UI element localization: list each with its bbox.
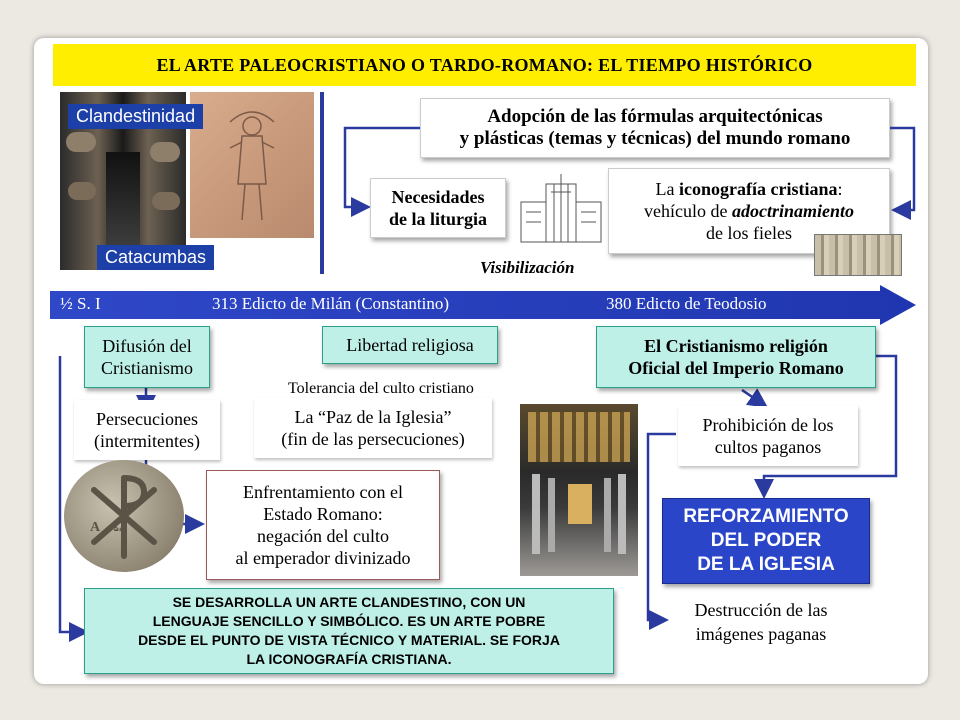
destruccion-text bbox=[668, 598, 854, 646]
chi-rho-coin bbox=[64, 460, 184, 572]
enfrentamiento-box bbox=[206, 470, 440, 580]
paz-line2: (fin de las persecuciones) bbox=[281, 429, 465, 449]
persecuciones-line1: Persecuciones bbox=[96, 409, 198, 429]
basilica-drawing bbox=[516, 172, 606, 248]
slide-title: EL ARTE PALEOCRISTIANO O TARDO-ROMANO: EL TIEMPO HISTÓRICO bbox=[53, 44, 916, 86]
timeline-label-s1: ½ S. I bbox=[60, 294, 101, 313]
conclusion-line3: DESDE EL PUNTO DE VISTA TÉCNICO Y MATERIAL. SE FORJA bbox=[138, 632, 560, 648]
libertad-box bbox=[322, 326, 498, 364]
prohibicion-box bbox=[678, 406, 858, 466]
paz-box bbox=[254, 398, 492, 458]
oficial-box bbox=[596, 326, 876, 388]
destruccion-line2: imágenes paganas bbox=[695, 624, 827, 644]
chi-rho-icon bbox=[64, 460, 184, 572]
conclusion-line1: SE DESARROLLA UN ARTE CLANDESTINO, CON UN bbox=[172, 594, 526, 610]
libertad-text: Libertad religiosa bbox=[346, 335, 474, 355]
difusion-line1: Difusión del bbox=[102, 336, 192, 356]
sarcophagus-photo bbox=[814, 234, 902, 276]
iconografia-line2: vehículo de adoctrinamiento bbox=[644, 201, 854, 221]
adopcion-line2: y plásticas (temas y técnicas) del mundo romano bbox=[459, 128, 851, 149]
clandestinidad-label: Clandestinidad bbox=[68, 104, 203, 129]
basilica-section-icon bbox=[516, 172, 606, 248]
enfrentamiento-line3: negación del culto bbox=[257, 526, 389, 546]
necesidades-line2: de la liturgia bbox=[389, 209, 487, 229]
timeline-label-313: 313 Edicto de Milán (Constantino) bbox=[212, 294, 450, 313]
persecuciones-line2: (intermitentes) bbox=[94, 431, 200, 451]
conclusion-line4: LA ICONOGRAFÍA CRISTIANA. bbox=[246, 651, 452, 667]
necesidades-box bbox=[370, 178, 506, 238]
difusion-line2: Cristianismo bbox=[100, 358, 193, 378]
prohibicion-line2: cultos paganos bbox=[714, 437, 822, 457]
timeline-arrow bbox=[50, 285, 918, 325]
timeline-label-380: 380 Edicto de Teodosio bbox=[606, 294, 767, 313]
reforzamiento-line2: DEL PODER bbox=[710, 530, 822, 551]
conclusion-line2: LENGUAJE SENCILLO Y SIMBÓLICO. ES UN ARTE POBRE bbox=[152, 613, 546, 629]
reforzamiento-box bbox=[662, 498, 870, 584]
conclusion-box bbox=[84, 588, 614, 674]
timeline-arrow-shape bbox=[50, 285, 918, 325]
paz-line1: La “Paz de la Iglesia” bbox=[294, 407, 452, 427]
iconografia-line3: de los fieles bbox=[706, 223, 792, 243]
coin-letters: A Ω bbox=[90, 520, 125, 535]
difusion-box bbox=[84, 326, 210, 388]
catacumbas-label: Catacumbas bbox=[97, 245, 214, 270]
necesidades-line1: Necesidades bbox=[391, 187, 485, 207]
oficial-line2: Oficial del Imperio Romano bbox=[628, 358, 844, 378]
tolerancia-text: Tolerancia del culto cristiano bbox=[288, 380, 474, 397]
prohibicion-line1: Prohibición de los bbox=[702, 415, 834, 435]
visibilizacion-label: Visibilización bbox=[480, 258, 575, 277]
adopcion-line1: Adopción de las fórmulas arquitectónicas bbox=[487, 106, 823, 127]
iconografia-line1: La iconografía cristiana: bbox=[655, 179, 843, 199]
persecuciones-box bbox=[74, 400, 220, 460]
enfrentamiento-line1: Enfrentamiento con el bbox=[243, 482, 403, 502]
reforzamiento-line1: REFORZAMIENTO bbox=[683, 506, 849, 527]
basilica-interior-photo bbox=[520, 404, 638, 576]
destruccion-line1: Destrucción de las bbox=[694, 600, 828, 620]
oficial-line1: El Cristianismo religión bbox=[644, 336, 828, 356]
enfrentamiento-line2: Estado Romano: bbox=[263, 504, 383, 524]
enfrentamiento-line4: al emperador divinizado bbox=[235, 548, 411, 568]
reforzamiento-line3: DE LA IGLESIA bbox=[697, 554, 835, 575]
